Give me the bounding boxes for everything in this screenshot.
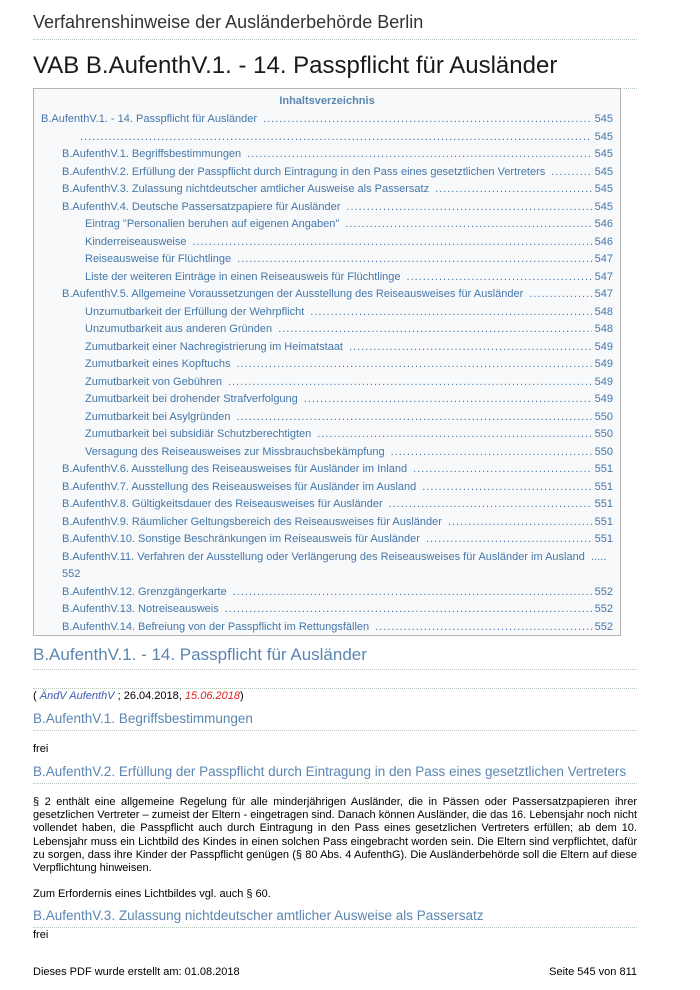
toc-leader-dots [263,111,592,129]
toc-entry-page: 545 [594,130,613,143]
toc-entry[interactable] [34,164,620,182]
toc-entry-label: B.AufenthV.7. Ausstellung des Reiseausweises für Ausländer im Ausland [62,480,417,493]
toc-entry[interactable] [34,619,620,637]
page-footer [33,966,637,978]
toc-entry[interactable] [34,374,620,392]
toc-entry[interactable] [34,584,620,602]
toc-entry[interactable] [34,304,620,322]
page-title: VAB B.AufenthV.1. - 14. Passpflicht für Ausländer [33,52,637,89]
toc-entry[interactable] [34,251,620,269]
toc-entry-page: 546 [594,218,613,230]
toc-entry-page: 552 [62,568,81,580]
toc-entry-label: B.AufenthV.8. Gültigkeitsdauer des Reiseausweises für Ausländer [62,498,383,510]
toc-entry-page: 547 [594,270,613,283]
toc-leader-dots [310,304,591,322]
toc-entry-label: B.AufenthV.6. Ausstellung des Reiseausweises für Ausländer im Inland [62,463,408,475]
toc-entry-label: Zumutbarkeit einer Nachregistrierung im Heimatstaat [85,340,343,353]
toc-leader-dots [237,251,592,269]
toc-list-after [34,584,620,637]
toc-entry-page: 551 [594,480,613,493]
toc-entry[interactable] [34,496,620,514]
toc-entry[interactable] [34,391,620,409]
toc-leader-dots [375,619,591,637]
toc-entry[interactable] [34,321,620,339]
toc-entry-label: Liste der weiteren Einträge in einen Reiseausweis für Flüchtlinge [85,270,401,283]
table-of-contents [33,88,621,636]
toc-entry[interactable] [34,514,620,532]
toc-entry-label: B.AufenthV.4. Deutsche Passersatzpapiere für Ausländer [62,200,341,213]
toc-entry[interactable] [34,409,620,427]
toc-entry-label: B.AufenthV.12. Grenzgängerkarte [62,585,227,598]
toc-entry[interactable] [34,444,620,462]
toc-leader-dots [422,479,591,497]
amendment-note [33,690,244,702]
toc-leader-dots [228,374,592,392]
toc-entry[interactable] [34,199,620,217]
toc-entry-page: 550 [594,428,613,440]
toc-leader-dots [391,444,592,462]
toc-entry-label: B.AufenthV.11. Verfahren der Ausstellung oder Verlängerung des Reiseausweises für Ausländer im Ausland [62,550,585,563]
toc-entry-page: 548 [594,323,613,335]
toc-leader-dots [529,286,591,304]
toc-entry-page: 551 [594,515,613,528]
toc-entry-page: 551 [594,533,613,545]
section-2-paragraph-1: § 2 enthält eine allgemeine Regelung für alle minderjährigen Ausländer, die in Pässen oder Passersatzpapieren ihrer gesetzlichen Vertreter – zumeist der Eltern - eingetragen sind. Danach können Ausländer, die das 16. Lebensjahr noch nicht vollendet haben, die Passpflicht auch durch Eintragung in den Pass eines gesetzlichen Vertreters erfüllen; ab dem 10. Lebensjahr muss ein Lichtbild des Kindes in einen solchen Pass eingebracht worden sein. Die Eltern sind verpflichtet, dafür zu sorgen, dass ihre Kinder der Passpflicht genügen (§ 80 Abs. 4 AufenthG). Die Ausländerbehörde soll die Eltern auf diese Verpflichtung hinweisen. [33,796,637,875]
toc-leader-dots [345,216,591,234]
section-3-body: frei [33,929,49,941]
toc-entry-page: 551 [594,498,613,510]
toc-entry-label: Eintrag "Personalien beruhen auf eigenen Angaben" [85,218,340,230]
toc-entry[interactable] [34,479,620,497]
amendment-date: ; 26.04.2018, [114,690,185,702]
toc-leader-dots [193,234,592,252]
toc-leader-dots [278,321,592,339]
toc-entry-label: B.AufenthV.14. Befreiung von der Passpflicht im Rettungsfällen [62,620,370,633]
amendment-new-date: 15.06.2018 [184,690,240,702]
toc-leader-dots [448,514,592,532]
toc-entry-page: 552 [594,603,613,615]
toc-entry[interactable] [34,356,620,374]
toc-entry-label: Zumutbarkeit bei drohender Strafverfolgung [85,393,298,405]
toc-leader-dots [346,199,591,217]
toc-leader-dots [247,146,591,164]
toc-entry[interactable] [34,181,620,199]
toc-entry-page: 551 [594,463,613,475]
toc-leader-dots [304,391,592,409]
toc-entry-page: 552 [594,585,613,598]
toc-entry-page: 545 [594,200,613,213]
toc-entry[interactable] [34,601,620,619]
section-heading-2: B.AufenthV.2. Erfüllung der Passpflicht durch Eintragung in den Pass eines gesetztlichen Vertreters [33,764,637,784]
toc-leader-dots [349,339,592,357]
toc-list [34,111,620,549]
toc-entry-label: B.AufenthV.9. Räumlicher Geltungsbereich des Reiseausweises für Ausländer [62,515,442,528]
toc-entry-label: B.AufenthV.1. Begriffsbestimmungen [62,148,242,160]
toc-entry[interactable] [34,426,620,444]
toc-entry-label: Zumutbarkeit eines Kopftuchs [85,358,231,370]
toc-entry[interactable] [34,549,620,584]
toc-entry-page: 549 [594,393,613,405]
section-heading-main: B.AufenthV.1. - 14. Passpflicht für Ausländer [33,645,637,670]
toc-leader-dots [233,584,592,602]
toc-entry-label: B.AufenthV.2. Erfüllung der Passpflicht durch Eintragung in den Pass eines gesetztlichen Vertreters [62,165,546,178]
toc-entry[interactable] [34,216,620,234]
toc-entry-label: Reiseausweise für Flüchtlinge [85,253,232,265]
toc-entry[interactable] [34,286,620,304]
toc-leader-dots [551,164,591,182]
toc-entry-page: 552 [594,620,613,633]
toc-entry-page: 545 [594,183,613,195]
toc-entry-page: 549 [594,340,613,353]
toc-entry[interactable] [34,234,620,252]
toc-leader-dots [237,409,592,427]
toc-entry-page: 550 [594,445,613,458]
toc-leader-dots [80,129,592,147]
toc-entry-page: 548 [594,305,613,318]
toc-entry-label: Versagung des Reiseausweises zur Missbrauchsbekämpfung [85,445,385,458]
toc-entry-label: Unzumutbarkeit der Erfüllung der Wehrpflicht [85,305,305,318]
toc-entry-label: B.AufenthV.3. Zulassung nichtdeutscher amtlicher Ausweise als Passersatz [62,183,430,195]
section-1-body: frei [33,743,49,755]
toc-entry-label: B.AufenthV.5. Allgemeine Voraussetzungen der Ausstellung des Reiseausweises für Ausländer [62,288,524,300]
toc-leader-dots [389,496,592,514]
toc-title: Inhaltsverzeichnis [279,95,375,107]
toc-entry-page: 550 [594,410,613,423]
toc-entry-dots: ..... [590,550,607,563]
toc-entry[interactable] [34,339,620,357]
toc-entry-label: B.AufenthV.10. Sonstige Beschränkungen im Reiseausweis für Ausländer [62,533,420,545]
toc-entry-page: 549 [594,375,613,388]
amendment-close: ) [239,690,244,702]
toc-entry-label: Zumutbarkeit bei Asylgründen [85,410,231,423]
toc-leader-dots [225,601,592,619]
toc-entry[interactable] [34,461,620,479]
toc-leader-dots [413,461,592,479]
toc-entry-page: 545 [594,148,613,160]
toc-entry-page: 546 [594,235,613,248]
toc-entry-label: Zumutbarkeit bei subsidiär Schutzberechtigten [85,428,312,440]
toc-entry[interactable] [34,531,620,549]
section-heading-1: B.AufenthV.1. Begriffsbestimmungen [33,711,637,731]
toc-leader-dots [435,181,592,199]
toc-entry-label: Kinderreiseausweise [85,235,187,248]
toc-entry-label: Zumutbarkeit von Gebühren [85,375,222,388]
toc-leader-dots [426,531,592,549]
toc-entry[interactable] [34,129,620,147]
toc-entry[interactable] [34,146,620,164]
divider [33,688,637,689]
toc-leader-dots [407,269,592,287]
section-heading-3: B.AufenthV.3. Zulassung nichtdeutscher amtlicher Ausweise als Passersatz [33,908,637,928]
toc-entry-page: 547 [594,288,613,300]
toc-entry-label: Unzumutbarkeit aus anderen Gründen [85,323,273,335]
toc-entry-label: B.AufenthV.13. Notreiseausweis [62,603,219,615]
section-2-paragraph-2: Zum Erfordernis eines Lichtbildes vgl. auch § 60. [33,888,271,900]
document-header: Verfahrenshinweise der Ausländerbehörde Berlin [33,12,637,40]
toc-entry[interactable] [34,111,620,129]
toc-entry-page: 547 [594,253,613,265]
toc-entry-page: 545 [594,113,613,125]
toc-entry-label: B.AufenthV.1. - 14. Passpflicht für Ausländer [41,113,258,125]
footer-created: Dieses PDF wurde erstellt am: 01.08.2018 [33,966,240,978]
toc-entry-page: 549 [594,358,613,370]
toc-leader-dots [317,426,591,444]
toc-entry[interactable] [34,269,620,287]
amendment-open: ( [33,690,40,702]
amendment-link[interactable]: ÄndV AufenthV [39,690,115,702]
toc-leader-dots [237,356,592,374]
toc-entry-page: 545 [594,165,613,178]
footer-page-number: Seite 545 von 811 [549,966,637,978]
